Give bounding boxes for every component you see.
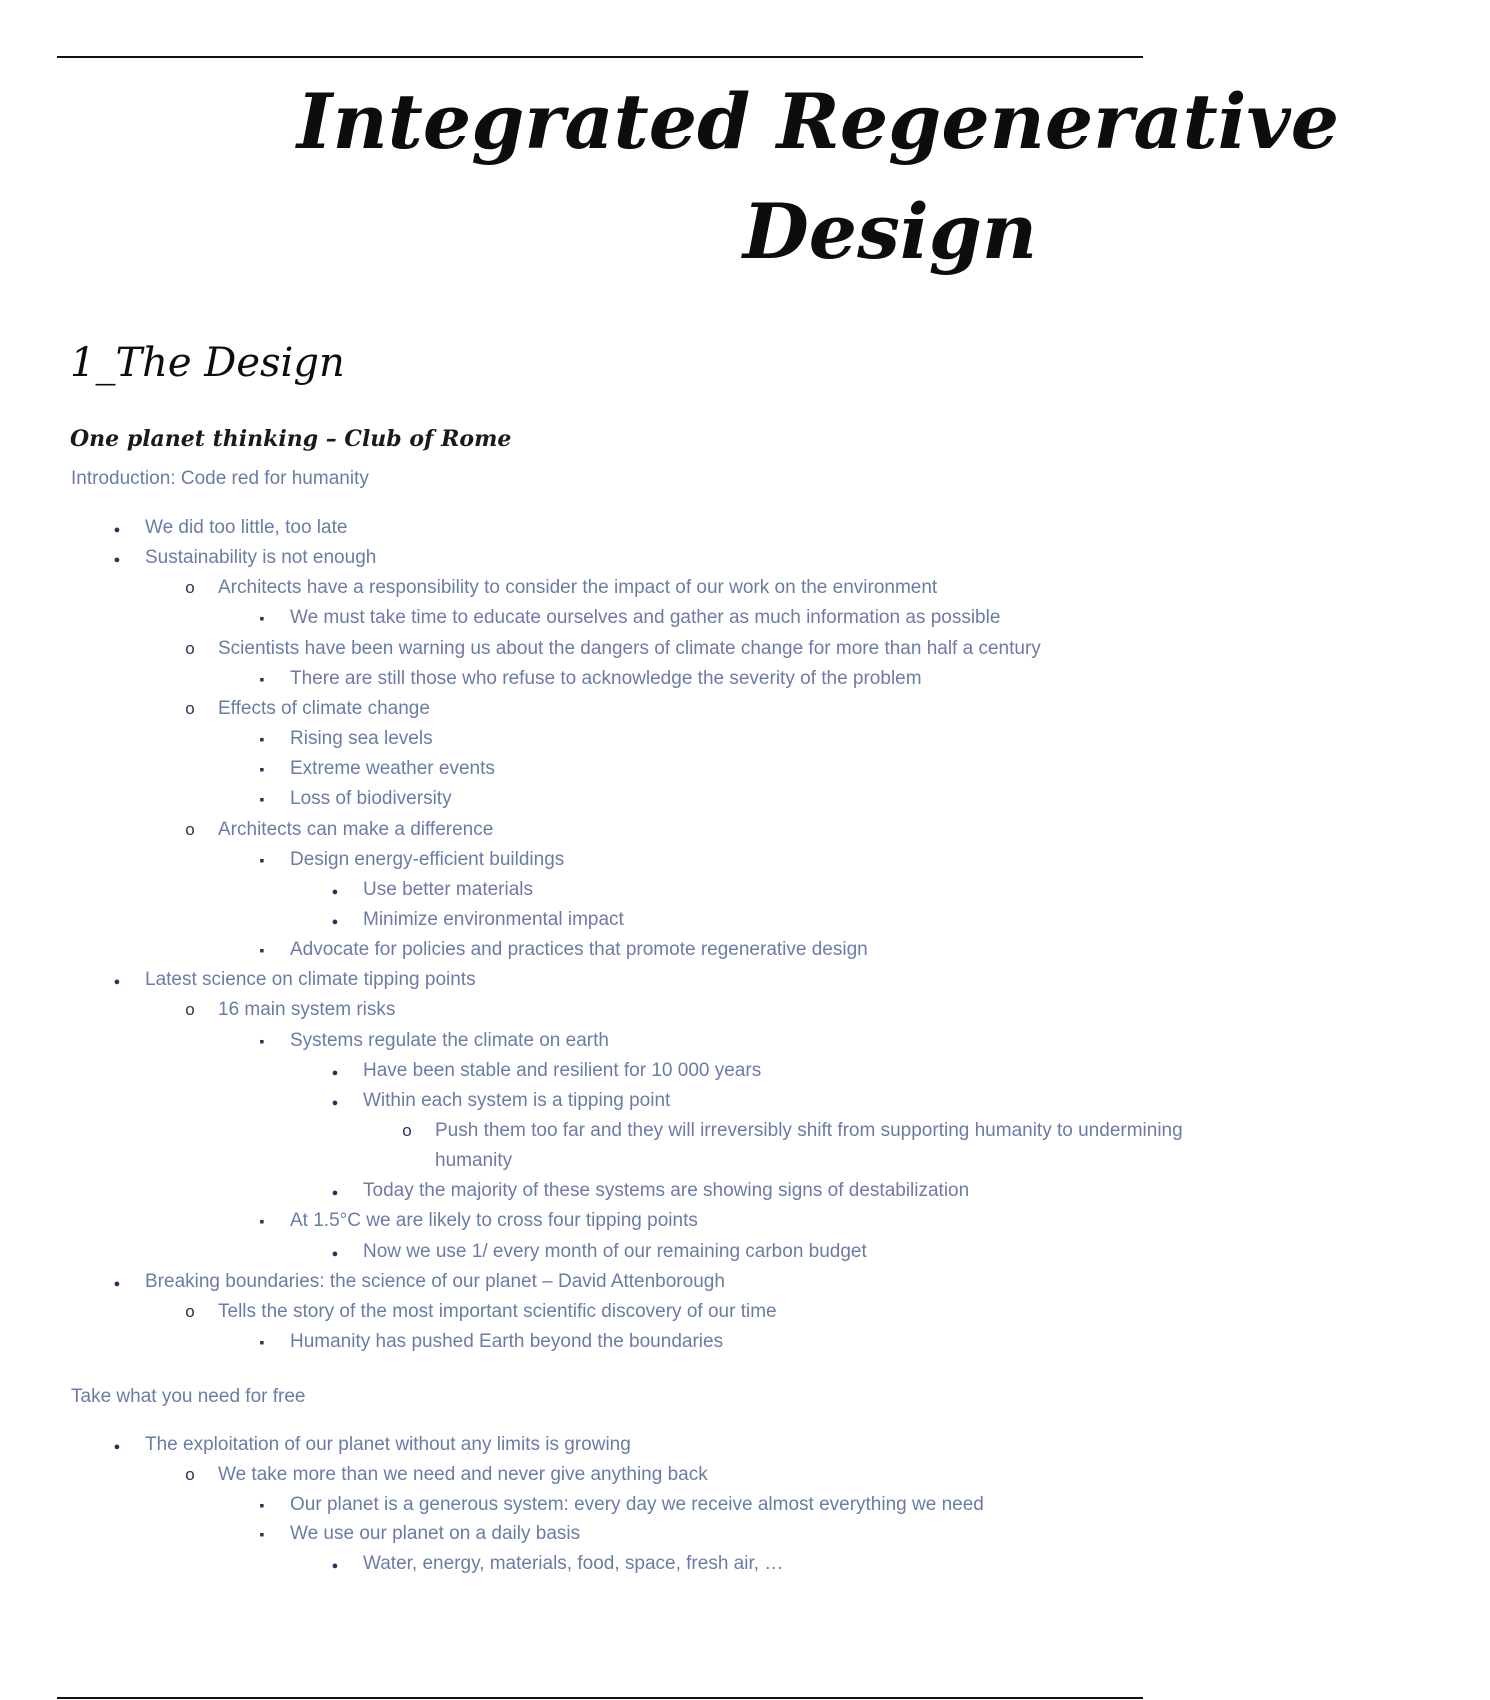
list-item — [363, 1089, 670, 1113]
list-item — [290, 757, 495, 781]
list-item — [145, 1433, 631, 1457]
list-item-text: 16 main system risks — [218, 999, 396, 1021]
list-item — [290, 1493, 984, 1517]
bullet-disc-icon — [325, 908, 345, 934]
list-item — [145, 968, 476, 992]
list-item-text: Architects have a responsibility to consider the impact of our work on the environment — [218, 577, 938, 599]
list-item-text: Scientists have been warning us about the dangers of climate change for more than half a century — [218, 637, 1041, 659]
list-item — [435, 1149, 512, 1173]
bullet-circle-icon — [397, 1119, 417, 1143]
list-item-text: Advocate for policies and practices that promote regenerative design — [290, 939, 868, 961]
bullet-square-icon — [252, 757, 272, 781]
list-item — [363, 1552, 783, 1576]
list-item-text: Design energy-efficient buildings — [290, 848, 565, 870]
bullet-square-icon — [252, 1493, 272, 1517]
bullet-circle-icon — [180, 637, 200, 661]
bullet-circle-icon — [180, 576, 200, 600]
list-item-text: Rising sea levels — [290, 728, 433, 750]
list-item — [218, 697, 430, 721]
list-item-text: Tells the story of the most important scientific discovery of our time — [218, 1300, 777, 1322]
list-item-text: Have been stable and resilient for 10 000 years — [363, 1059, 762, 1081]
list-item-text: At 1.5°C we are likely to cross four tipping points — [290, 1210, 698, 1232]
intro-heading: Introduction: Code red for humanity — [71, 468, 369, 489]
list-item-text: The exploitation of our planet without any limits is growing — [145, 1434, 631, 1455]
list-item-text: Architects can make a difference — [218, 818, 494, 840]
bullet-disc-icon — [325, 1179, 345, 1205]
bullet-disc-icon — [107, 1433, 127, 1459]
bullet-square-icon — [252, 1029, 272, 1053]
list-item — [290, 938, 868, 962]
list-item — [218, 1463, 708, 1487]
list-item — [290, 787, 452, 811]
list-item — [290, 1330, 723, 1354]
take-heading: Take what you need for free — [71, 1386, 306, 1407]
bullet-circle-icon — [180, 697, 200, 721]
list-item-text: We must take time to educate ourselves and gather as much information as possible — [290, 607, 1001, 629]
bullet-square-icon — [252, 1209, 272, 1233]
list-item-text: Minimize environmental impact — [363, 908, 624, 930]
list-item-text: Latest science on climate tipping points — [145, 969, 476, 991]
list-item — [218, 1300, 777, 1324]
list-item — [145, 516, 347, 540]
bullet-square-icon — [252, 848, 272, 872]
bullet-disc-icon — [107, 516, 127, 542]
bullet-square-icon — [252, 787, 272, 811]
bullet-disc-icon — [325, 1059, 345, 1085]
bullet-disc-icon — [325, 878, 345, 904]
bullet-disc-icon — [325, 1089, 345, 1115]
title-line-2: Design — [742, 187, 1038, 276]
list-item — [218, 998, 395, 1022]
list-item-text: We did too little, too late — [145, 517, 348, 538]
list-item — [290, 606, 1000, 630]
bullet-disc-icon — [107, 546, 127, 572]
section-heading: 1_The Design — [70, 340, 345, 386]
bullet-circle-icon — [180, 1463, 200, 1487]
list-item-text: Now we use 1/ every month of our remaining carbon budget — [363, 1240, 867, 1262]
list-item — [435, 1119, 1183, 1143]
bullet-circle-icon — [180, 998, 200, 1022]
bullet-circle-icon — [180, 1300, 200, 1324]
bullet-square-icon — [252, 1330, 272, 1354]
bullet-disc-icon — [107, 968, 127, 994]
list-item — [363, 1179, 969, 1203]
list-item-text: Within each system is a tipping point — [363, 1089, 671, 1111]
bullet-square-icon — [252, 1522, 272, 1546]
list-item-text: Humanity has pushed Earth beyond the boundaries — [290, 1331, 724, 1353]
list-item-text: Water, energy, materials, food, space, fresh air, … — [363, 1553, 784, 1575]
list-item-text: Effects of climate change — [218, 697, 430, 719]
bullet-square-icon — [252, 667, 272, 691]
list-item-text: We use our planet on a daily basis — [290, 1523, 581, 1545]
bullet-disc-icon — [325, 1552, 345, 1578]
list-item — [363, 1059, 761, 1083]
list-item-text: Loss of biodiversity — [290, 788, 452, 810]
list-item-text: Breaking boundaries: the science of our planet – David Attenborough — [145, 1270, 725, 1292]
list-item-text: Today the majority of these systems are showing signs of destabilization — [363, 1180, 970, 1202]
list-item-text: Our planet is a generous system: every day we receive almost everything we need — [290, 1493, 984, 1515]
list-item — [290, 848, 564, 872]
bullet-disc-icon — [325, 1240, 345, 1266]
list-item — [290, 1029, 609, 1053]
list-item — [290, 1209, 698, 1233]
list-item-text: Use better materials — [363, 878, 534, 900]
top-rule — [57, 56, 1143, 58]
subheading: One planet thinking – Club of Rome — [70, 426, 512, 452]
list-item — [363, 1240, 867, 1264]
list-item-text: There are still those who refuse to acknowledge the severity of the problem — [290, 667, 922, 689]
list-item — [145, 1270, 725, 1294]
list-item — [145, 546, 376, 570]
list-item — [218, 637, 1041, 661]
bullet-square-icon — [252, 727, 272, 751]
list-item-text: We take more than we need and never give anything back — [218, 1463, 708, 1485]
list-item — [290, 667, 922, 691]
list-item — [363, 908, 624, 932]
bullet-square-icon — [252, 606, 272, 630]
bullet-square-icon — [252, 938, 272, 962]
list-item — [218, 576, 937, 600]
title-line-1: Integrated Regenerative — [296, 77, 1340, 166]
list-item — [290, 727, 433, 751]
list-item-text: humanity — [435, 1150, 513, 1172]
list-item — [363, 878, 533, 902]
list-item-text: Systems regulate the climate on earth — [290, 1029, 609, 1051]
bullet-disc-icon — [107, 1270, 127, 1296]
list-item — [218, 818, 493, 842]
list-item — [290, 1522, 580, 1546]
bullet-circle-icon — [180, 818, 200, 842]
list-item-text: Extreme weather events — [290, 758, 495, 780]
list-item-text: Push them too far and they will irreversibly shift from supporting humanity to undermining — [435, 1120, 1183, 1141]
bottom-rule — [57, 1697, 1143, 1699]
list-item-text: Sustainability is not enough — [145, 547, 377, 569]
